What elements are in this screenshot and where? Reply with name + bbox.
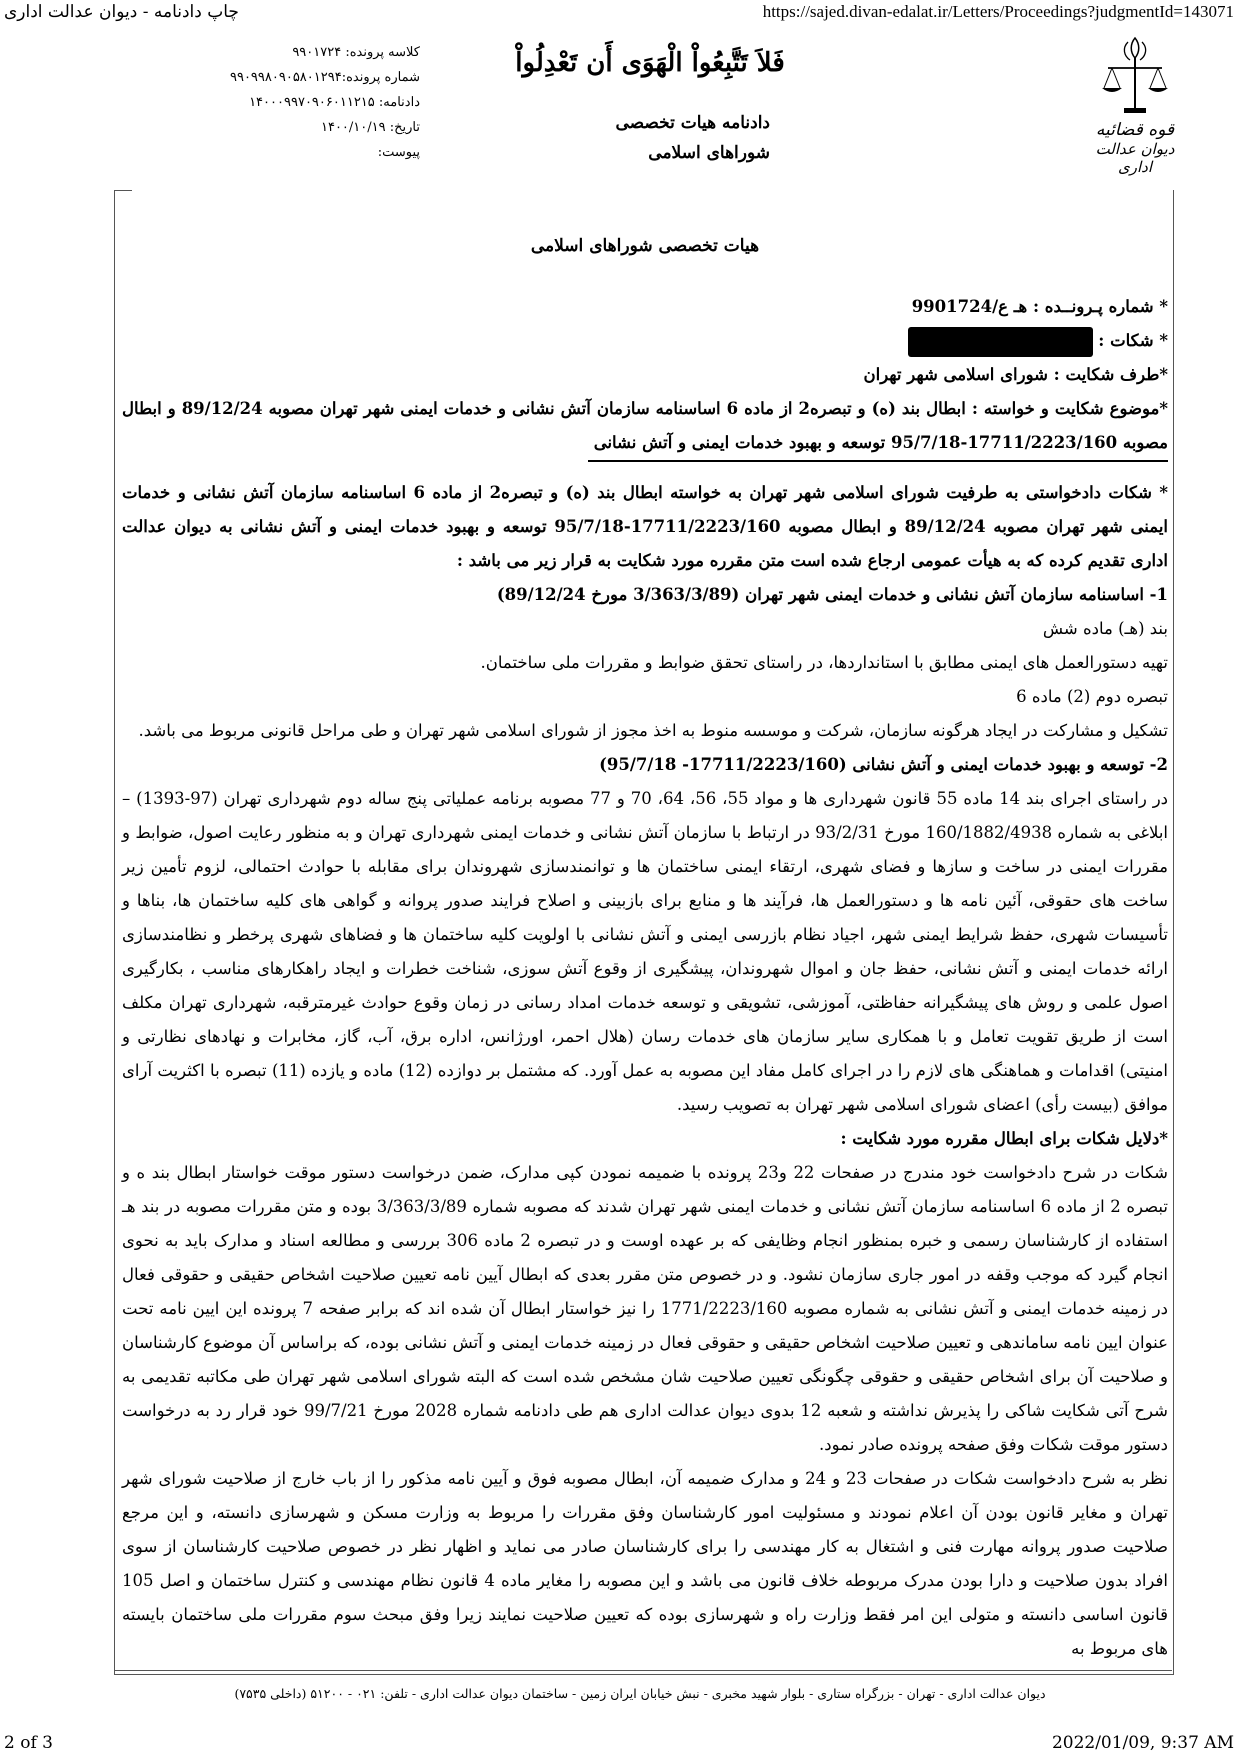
reasons-title: *دلایل شکات برای ابطال مقرره مورد شکایت :	[840, 1129, 1168, 1148]
meta-label: تاریخ:	[389, 120, 420, 135]
meta-attachment-row	[170, 140, 420, 165]
file-number: * شماره پـرونــده : هـ ع/9901724	[911, 297, 1168, 316]
meta-class-row	[170, 40, 420, 65]
redacted-name	[908, 327, 1093, 357]
body-heading: هیات تخصصی شوراهای اسلامی	[530, 236, 760, 256]
scales-of-justice-icon	[1100, 34, 1170, 118]
meta-label: شماره پرونده:	[341, 70, 420, 85]
meta-label: کلاسه پرونده:	[345, 45, 420, 60]
item1-note: تبصره دوم (2) ماده 6	[1016, 687, 1168, 706]
item2-title: 2- توسعه و بهبود خدمات ایمنی و آتش نشانی (17711/2223/160- 95/7/18)	[599, 755, 1168, 774]
print-footer	[0, 1727, 1240, 1755]
reasons-paragraph-2: نظر به شرح دادخواست شکات در صفحات 23 و 24 و مدارک ضمیمه آن، ابطال مصوبه فوق و آیین نامه مذکور را از باب خارج از صلاحیت شورای شهر تهران و مغایر قانون بودن آن اعلام نمودند و مسئولیت امور کارشناسان وفق مقررات را مربوط به وزارت مسکن و شهرسازی دانسته، و این مرجع صلاحیت صدور پروانه مهارت فنی و اشتغال به کار مهندسی را برای کارشناسان صادر می نماید و اظهار نظر در خصوص صلاحیت کارشناسان از سوی افراد بدون صلاحیت و دارا بودن مدرک مربوطه خلاف قانون می باشد و این مصوبه را مغایر ماده 4 قانون نظام مهندسی و کنترل ساختمان و اصل 105 قانون اساسی دانسته و متولی این امر فقط وزارت راه و شهرسازی بوده که تعیین صلاحیت نمایند زیرا وفق مبحث سوم مقررات ملی ساختمان بایسته های مربوط به	[122, 1469, 1168, 1658]
meta-judgment-row	[170, 90, 420, 115]
meta-date-row	[170, 115, 420, 140]
print-datetime: 2022/01/09, 9:37 AM	[1051, 1733, 1234, 1753]
meta-label: دادنامه:	[378, 95, 420, 110]
complainant-row	[122, 324, 1168, 358]
frame-corner	[114, 190, 132, 191]
item1-clause: بند (هـ) ماده شش	[1042, 619, 1168, 638]
quran-verse: فَلاَ تَتَّبِعُواْ الْهَوَى أَن تَعْدِلُواْ	[515, 48, 785, 78]
item1-clause-text: تهیه دستورالعمل های ایمنی مطابق با استانداردها، در راستای تحقق ضوابط و مقررات ملی ساختمان.	[480, 653, 1168, 672]
item1-title: 1- اساسنامه سازمان آتش نشانی و خدمات ایمنی شهر تهران (3/363/3/89 مورخ 89/12/24)	[496, 585, 1168, 604]
document-type-line2: شوراهای اسلامی	[648, 143, 770, 163]
print-header	[0, 0, 1240, 30]
page-number: 2 of 3	[4, 1733, 53, 1753]
page-title: چاپ دادنامه - دیوان عدالت اداری	[4, 2, 239, 22]
defendant: *طرف شکایت : شورای اسلامی شهر تهران	[863, 365, 1168, 384]
complainant-label: * شکات :	[1098, 331, 1168, 350]
meta-value: ۱۴۰۰۰۹۹۷۰۹۰۶۰۱۱۲۱۵	[249, 95, 375, 110]
item2-text: در راستای اجرای بند 14 ماده 55 قانون شهرداری ها و مواد 55، 56، 64، 70 و 77 مصوبه برنامه عملیاتی پنج ساله دوم شهرداری تهران (97-1393) – ابلاغی به شماره 160/1882/4938 مورخ 93/2/31 در ارتباط با سازمان آتش نشانی و خدمات ایمنی شهرداری تهران و به منظور رعایت اصول، ضوابط و مقررات ایمنی در ساخت و سازها و فضای شهری، ارتقاء ایمنی ساختمان ها و توانمندسازی شهروندان برای مقابله با حوادث احتمالی، لزوم تأمین زیر ساخت های حقوقی، آئین نامه ها و دستورالعمل ها، فرآیند ها و منابع برای بازبینی و اصلاح فرایند صدور پروانه و گواهی های کلیه ساختمان ها، بناها و تأسیسات شهری، حفظ شرایط ایمنی شهر، اجیاد نظام بازرسی ایمنی و آتش نشانی با اولویت کلیه ساختمان ها و فضاهای شهری پرخطر و نظامندسازی ارائه خدمات ایمنی و آتش نشانی، حفظ جان و اموال شهروندان، پیشگیری از وقوع آتش سوزی، شناخت خطرات و ایجاد راهکارهای مناسب ، بکارگیری اصول علمی و روش های پیشگیرانه حفاظتی، آموزشی، تشویقی و توسعه خدمات امداد رسانی در زمان وقوع حوادث غیرمترقبه، شهرداری تهران مکلف است از طریق تقویت تعامل و با همکاری سایر سازمان های خدمات رسان (هلال احمر، اورژانس، اداره برق، آب، گاز، مخابرات و نهادهای نظارتی و امنیتی) اقدامات و هماهنگی های لازم را در اجرای کامل مفاد این مصوبه به عمل آورد. که مشتمل بر دوازده (12) ماده و یازده (11) تبصره با اکثریت آرای موافق (بیست رأی) اعضای شورای اسلامی شهر تهران به تصویب رسید.	[122, 789, 1169, 1114]
court-address: دیوان عدالت اداری - تهران - بزرگراه ستاری - بلوار شهید مخبری - نبش خیابان ایران زمین - ساختمان دیوان عدالت اداری - تلفن: ۰۲۱ - ۵۱۲۰۰ (داخلی ۷۵۳۵)	[234, 1686, 1046, 1701]
meta-file-row	[170, 65, 420, 90]
item1-note-text: تشکیل و مشارکت در ایجاد هرگونه سازمان، شرکت و موسسه منوط به اخذ مجوز از شورای اسلامی شهر تهران و طی مراحل قانونی مربوط می باشد.	[138, 721, 1168, 740]
case-metadata	[170, 40, 420, 165]
reasons-paragraph-1: شکات در شرح دادخواست خود مندرج در صفحات 22 و23 پرونده با ضمیمه نمودن کپی مدارک، ضمن درخواست دستور موقت خواستار ابطال بند ه و تبصره 2 از ماده 6 اساسنامه سازمان آتش نشانی و خدمات ایمنی شهر تهران شدند که مصوبه شماره 3/363/3/89 بوده و متن مقررات مصوبه در بند هـ استفاده از کارشناسان رسمی و خبره بمنظور انجام وظایفی که بر عهده اوست و در تبصره 2 ماده 306 بررسی و مطالعه اسناد و مدارک باید به نحوی انجام گیرد که موجب وقفه در امور جاری سازمان نشود. و در خصوص متن مقرر بعدی که ابطال آیین نامه تعیین صلاحیت اشخاص حقیقی و حقوقی فعال در زمینه خدمات ایمنی و آتش نشانی به شماره مصوبه 1771/2223/160 را نیز خواستار ابطال آن شده اند که برابر صفحه 7 پرونده این ایین نامه تحت عنوان ایین نامه ساماندهی و تعیین صلاحیت اشخاص حقیقی و حقوقی فعال در زمینه خدمات ایمنی و آتش نشانی بوده، که براساس آن موضوع کارشناسان و صلاحیت آن برای اشخاص حقیقی و حقوقی چگونگی تعیین صلاحیت شان مشخص شده است که البته شورای اسلامی شهر تهران طی مکاتبه تقدیمی به شرح آتی شکایت شاکی را پذیرش نداشته و شعبه 12 بدوی دیوان عدالت اداری هم طی دادنامه شماره 2028 مورخ 99/7/21 خود قرار رد به درخواست دستور موقت شکات وفق صفحه پرونده صادر نمود.	[122, 1163, 1168, 1454]
intro-paragraph: * شکات دادخواستی به طرفیت شورای اسلامی شهر تهران به خواسته ابطال بند (ه) و تبصره2 از ماده 6 اساسنامه سازمان آتش نشانی و خدمات ایمنی شهر تهران مصوبه 89/12/24 و ابطال مصوبه 17711/2223/160-95/7/18 توسعه و بهبود خدمات ایمنی و آتش نشانی به دیوان عدالت اداری تقدیم کرده که به هیأت عمومی ارجاع شده است متن مقرره مورد شکایت به قرار زیر می باشد :	[122, 483, 1168, 570]
complaint-subject: *موضوع شکایت و خواسته : ابطال بند (ه) و تبصره2 از ماده 6 اساسنامه سازمان آتش نشانی و خدمات ایمنی شهر تهران مصوبه 89/12/24 و ابطال مصوبه 17711/2223/160-95/7/18 توسعه و بهبود خدمات ایمنی و آتش نشانی	[122, 399, 1168, 452]
emblem-line-2: دیوان عدالت اداری	[1095, 140, 1175, 176]
document-body	[122, 236, 1168, 1666]
judiciary-emblem	[1080, 34, 1190, 174]
separator-line	[588, 460, 1168, 462]
emblem-line-1: قوه قضائیه	[1095, 120, 1175, 140]
document-type-line1: دادنامه هیات تخصصی	[615, 113, 770, 133]
document-type	[540, 108, 770, 168]
footer-divider	[114, 1670, 1172, 1671]
page-url: https://sajed.divan-edalat.ir/Letters/Proceedings?judgmentId=143071	[762, 2, 1234, 21]
meta-label: پیوست:	[377, 145, 420, 160]
meta-value: ۹۹۰۱۷۲۴	[292, 45, 342, 60]
meta-value: ۱۴۰۰/۱۰/۱۹	[320, 120, 386, 135]
meta-value: ۹۹۰۹۹۸۰۹۰۵۸۰۱۲۹۴	[229, 70, 342, 85]
